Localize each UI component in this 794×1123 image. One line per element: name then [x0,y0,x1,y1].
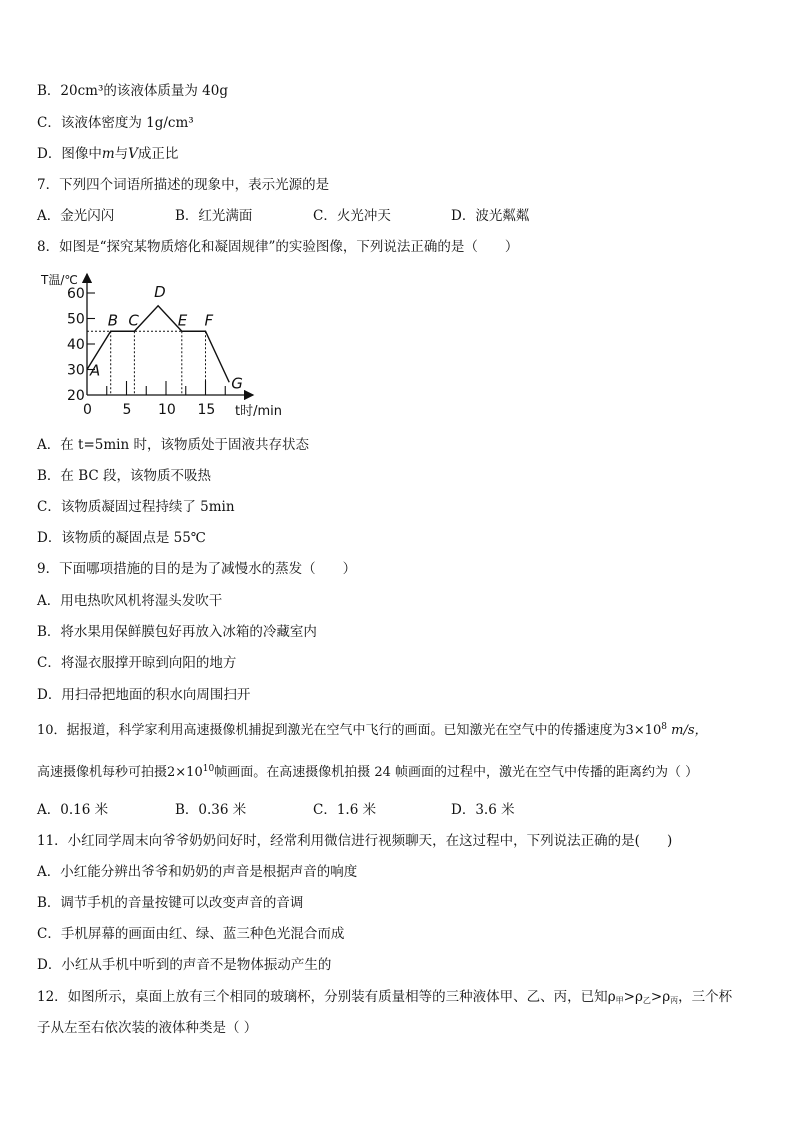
q8-stem: 8．如图是“探究某物质熔化和凝固规律”的实验图像，下列说法正确的是（ ） [37,239,519,255]
q9-stem: 9．下面哪项措施的目的是为了减慢水的蒸发（ ） [37,561,357,577]
x-tick-label: 15 [197,402,216,418]
q6-option-d [37,145,178,163]
q9-option-a: A．用电热吹风机将湿头发吹干 [37,593,223,609]
x-tick-label: 10 [158,402,176,418]
x-tick-label: 0 [83,402,92,418]
y-tick-label: 50 [67,311,85,328]
point-label-f: F [204,311,214,330]
q10-stem2-post: 帧画面。在高速摄像机拍摄 24 帧画面的过程中，激光在空气中传播的距离约为（ ） [214,765,699,780]
x-axis-label: t时/min [235,404,282,419]
q11-option-b: B．调节手机的音量按键可以改变声音的音调 [37,895,304,911]
q6-option-c: C．该液体密度为 1g/cm³ [37,115,194,131]
y-tick-label: 60 [67,286,85,302]
q12-stem-line1 [37,988,732,1006]
q12-stem-post: ，三个杯 [678,989,733,1005]
q10-option-b: B．0.36 米 [175,802,247,818]
q9-option-d: D．用扫帚把地面的积水向周围扫开 [37,687,251,703]
y-tick-label: 40 [67,337,85,353]
q11-option-c: C．手机屏幕的画面由红、绿、蓝三种色光混合而成 [37,926,345,942]
q10-stem-line1 [37,722,708,740]
q7-option-c: C．火光冲天 [313,208,391,224]
q6-option-d-pre: D．图像中 [37,146,102,162]
q11-stem: 11．小红同学周末向爷爷奶奶问好时，经常利用微信进行视频聊天，在这过程中，下列说法正确的是( ) [37,833,673,849]
q7-option-b: B．红光满面 [175,208,253,224]
q12-gt-2: > [650,989,663,1005]
q8-option-b: B．在 BC 段，该物质不吸热 [37,468,212,484]
y-tick-label: 20 [67,388,85,404]
point-label-g: G [231,374,243,393]
q10-option-a: A．0.16 米 [37,802,109,818]
point-label-c: C [128,311,139,330]
q12-gt-1: > [623,989,635,1005]
q7-option-d: D．波光粼粼 [451,208,530,224]
q12-rho-1: ρ [607,989,616,1005]
q11-option-a: A．小红能分辨出爷爷和奶奶的声音是根据声音的响度 [37,864,358,880]
q11-option-d: D．小红从手机中听到的声音不是物体振动产生的 [37,957,332,973]
point-label-e: E [177,311,188,330]
x-tick-label: 5 [122,402,132,418]
q10-option-d: D．3.6 米 [451,802,515,818]
point-label-a: A [90,361,101,380]
q6-option-b: B．20cm³的该液体质量为 40g [37,83,228,99]
q6-option-d-v: V [128,146,138,162]
point-label-d: D [154,282,166,301]
q10-speed-exp: 8 [661,722,667,732]
y-axis-label: T温/℃ [41,273,78,287]
q12-sub-jia: 甲 [615,996,624,1005]
q12-sub-bing: 丙 [670,996,679,1005]
q10-stem-line2 [37,764,698,782]
q10-speed-coef: 3×10 [625,723,662,738]
q6-option-d-m: m [101,146,115,162]
point-label-b: B [107,311,118,330]
q8-option-d: D．该物质的凝固点是 55℃ [37,530,206,546]
q8-option-a: A．在 t=5min 时，该物质处于固液共存状态 [37,437,309,453]
q10-stem-pre: 10．据报道，科学家利用高速摄像机捕捉到激光在空气中飞行的画面。已知激光在空气中的传播速度为 [37,723,626,738]
q12-stem-pre: 12．如图所示，桌面上放有三个相同的玻璃杯，分别装有质量相等的三种液体甲、乙、丙，已知 [37,989,608,1005]
y-tick-label: 30 [67,362,85,379]
q7-stem: 7．下列四个词语所描述的现象中，表示光源的是 [37,177,330,193]
q12-rho-3: ρ [662,989,671,1005]
q10-speed-unit: m/s， [667,723,708,738]
q9-option-b: B．将水果用保鲜膜包好再放入冰箱的冷藏室内 [37,624,317,640]
q9-option-c: C．将湿衣服撑开晾到向阳的地方 [37,655,237,671]
q10-option-c: C．1.6 米 [313,802,377,818]
q10-rate-exp: 10 [202,764,215,774]
q7-option-a: A．金光闪闪 [37,208,115,224]
q12-stem-line2: 子从左至右依次装的液体种类是（ ） [37,1020,258,1036]
q8-option-c: C．该物质凝固过程持续了 5min [37,499,235,515]
q12-sub-yi: 乙 [642,996,651,1005]
q10-rate-coef: 2×10 [167,765,203,780]
q6-option-d-post: 成正比 [137,146,179,162]
q10-stem2-pre: 高速摄像机每秒可拍摄 [37,765,168,780]
q12-rho-2: ρ [634,989,643,1005]
melting-graph [37,268,297,420]
q6-option-d-mid: 与 [114,146,129,162]
